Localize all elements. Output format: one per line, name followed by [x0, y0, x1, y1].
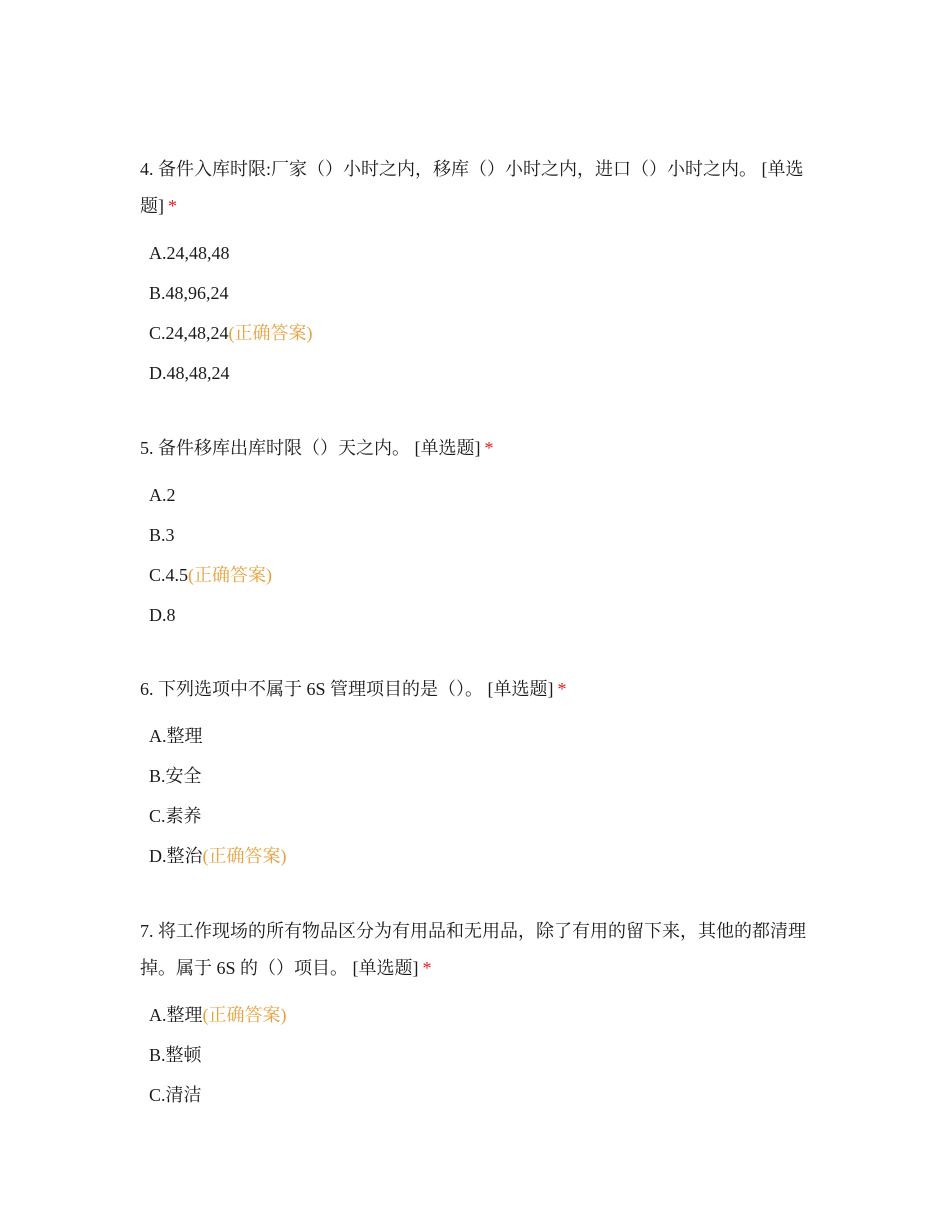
- option-text: A.整理: [149, 1005, 203, 1025]
- option-b: [149, 273, 820, 313]
- question-4: [140, 151, 820, 393]
- question-7: [140, 913, 820, 1115]
- option-a: [149, 475, 820, 515]
- correct-answer-tag: (正确答案): [228, 323, 313, 343]
- option-text: D.8: [149, 605, 176, 625]
- correct-answer-tag: (正确答案): [202, 1005, 287, 1025]
- question-title: [140, 151, 820, 225]
- option-text: C.4.5: [149, 565, 189, 585]
- option-list: [140, 233, 820, 393]
- option-text: B.3: [149, 525, 175, 545]
- option-b: [149, 756, 820, 796]
- option-a: [149, 995, 820, 1035]
- correct-answer-tag: (正确答案): [188, 565, 273, 585]
- option-b: [149, 1035, 820, 1075]
- option-text: C.清洁: [149, 1085, 202, 1105]
- option-b: [149, 515, 820, 555]
- option-c: [149, 555, 820, 595]
- required-mark: *: [484, 438, 494, 458]
- option-d: [149, 353, 820, 393]
- option-d: [149, 595, 820, 635]
- option-text: C.素养: [149, 806, 202, 826]
- option-text: D.整治: [149, 846, 203, 866]
- question-6: [140, 671, 820, 876]
- option-text: B.整顿: [149, 1045, 202, 1065]
- required-mark: *: [557, 679, 567, 699]
- option-text: B.安全: [149, 766, 202, 786]
- question-title: [140, 913, 820, 987]
- option-text: A.2: [149, 485, 176, 505]
- question-title: [140, 430, 820, 467]
- option-text: A.整理: [149, 726, 203, 746]
- option-a: [149, 716, 820, 756]
- question-5: [140, 430, 820, 635]
- question-text: 6. 下列选项中不属于 6S 管理项目的是（）。 [单选题]: [140, 679, 554, 699]
- option-text: D.48,48,24: [149, 363, 230, 383]
- question-text: 7. 将工作现场的所有物品区分为有用品和无用品，除了有用的留下来，其他的都清理掉。属于 6S 的（）项目。 [单选题]: [140, 921, 806, 978]
- option-text: C.24,48,24: [149, 323, 229, 343]
- option-text: A.24,48,48: [149, 243, 230, 263]
- option-c: [149, 796, 820, 836]
- required-mark: *: [422, 958, 432, 978]
- option-list: [140, 995, 820, 1115]
- option-d: [149, 836, 820, 876]
- question-text: 5. 备件移库出库时限（）天之内。 [单选题]: [140, 438, 481, 458]
- correct-answer-tag: (正确答案): [202, 846, 287, 866]
- option-list: [140, 475, 820, 635]
- question-title: [140, 671, 820, 708]
- option-text: B.48,96,24: [149, 283, 229, 303]
- required-mark: *: [168, 196, 177, 216]
- option-a: [149, 233, 820, 273]
- option-c: [149, 1075, 820, 1115]
- option-list: [140, 716, 820, 876]
- question-text: 4. 备件入库时限:厂家（）小时之内，移库（）小时之内，进口（）小时之内。 [单选题]: [140, 159, 804, 216]
- option-c: [149, 313, 820, 353]
